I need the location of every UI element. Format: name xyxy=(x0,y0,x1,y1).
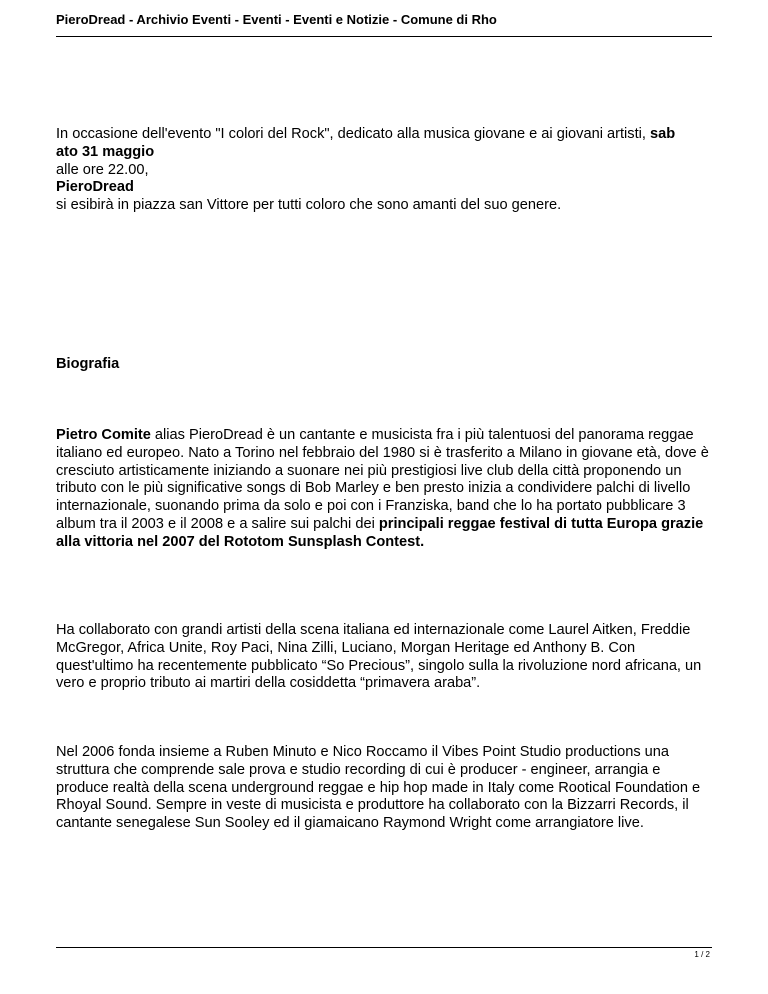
event-date-part1: sab xyxy=(649,126,676,142)
biography-highlight: principali reggae festival di tutta Europa grazie alla vittoria nel 2007 del Rototom Sunsplash Contest. xyxy=(56,515,704,550)
page-number: 1 / 2 xyxy=(694,950,710,959)
artist-name xyxy=(56,179,716,197)
biography-heading xyxy=(56,356,716,374)
biography-name: Pietro Comite xyxy=(56,427,151,443)
artist-name-text: PieroDread xyxy=(56,179,134,196)
header-divider xyxy=(56,36,712,37)
event-time: alle ore 22.00, xyxy=(56,161,149,178)
page-header-title: PieroDread - Archivio Eventi - Eventi - Eventi e Notizie - Comune di Rho xyxy=(56,12,497,27)
intro-text: In occasione dell'evento "I colori del Rock", dedicato alla musica giovane e ai giovani artisti, xyxy=(56,126,650,142)
intro-line xyxy=(56,126,716,162)
studio-paragraph: Nel 2006 fonda insieme a Ruben Minuto e Nico Roccamo il Vibes Point Studio productions una struttura che comprende sale prova e studio recording di cui è producer - engineer, arrangia e produce realtà della scena underground reggae e hip hop made in Italy come Rootical Foundation e Rhoyal Sound. Sempre in veste di musicista e produttore ha collaborato con la Bizzarri Records, il cantante senegalese Sun Sooley ed il giamaicano Raymond Wright come arrangiatore live. xyxy=(56,744,701,832)
biography-heading-block xyxy=(56,356,716,374)
footer-divider xyxy=(56,947,712,948)
biography-paragraph-2 xyxy=(56,622,716,693)
event-intro xyxy=(56,126,716,215)
biography-paragraph xyxy=(56,427,716,552)
event-date-part2: ato 31 maggio xyxy=(56,143,155,160)
biography-text: alias PieroDread è un cantante e musicista fra i più talentuosi del panorama reggae italiano ed europeo. Nato a Torino nel febbraio del 1980 si è trasferito a Milano in giovane età, dove è cresciuto artisticamente iniziando a suonare nei più prestigiosi live club della città proponendo un tributo con le più significative songs di Bob Marley e ben presto inizia a condividere palchi di livello internazionale, suonando prima da solo e poi con i Franziska, band che lo ha portato pubblicare 3 album tra il 2003 e il 2008 e a salire sui palchi dei xyxy=(56,427,709,532)
biography-paragraph-3 xyxy=(56,744,716,833)
biography-heading-text: Biografia xyxy=(56,356,120,372)
biography-paragraph-1 xyxy=(56,427,716,552)
collaborations-paragraph: Ha collaborato con grandi artisti della scena italiana ed internazionale come Laurel Aitken, Freddie McGregor, Africa Unite, Roy Paci, Nina Zilli, Luciano, Morgan Heritage ed Anthony B. Con quest'ultimo ha recentemente pubblicato “So Precious”, singolo sulla la rivoluzione nord africana, un vero e proprio tributo ai martiri della cosiddetta “primavera araba”. xyxy=(56,622,702,692)
event-location: si esibirà in piazza san Vittore per tutti coloro che sono amanti del suo genere. xyxy=(56,197,562,214)
